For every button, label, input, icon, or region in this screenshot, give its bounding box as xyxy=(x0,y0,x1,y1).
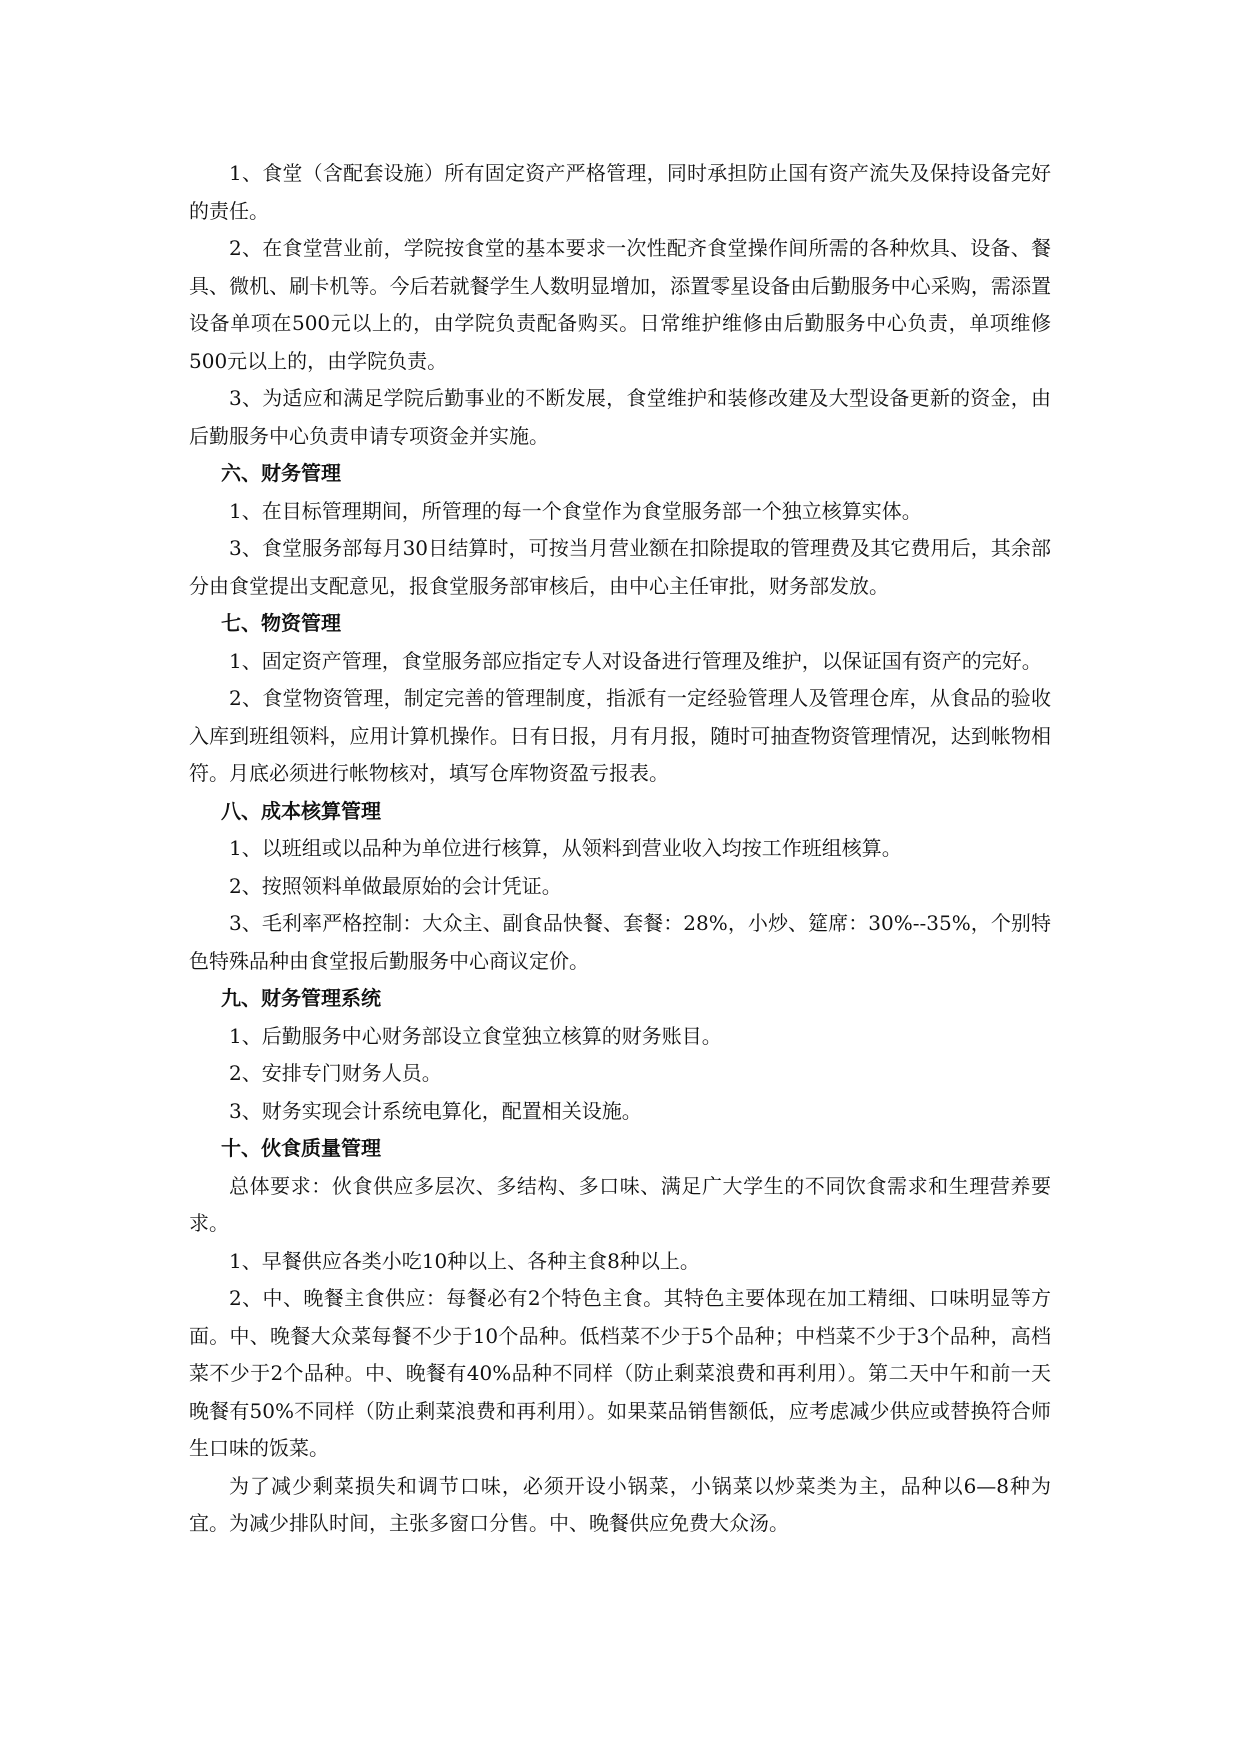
paragraph: 2、中、晚餐主食供应：每餐必有2个特色主食。其特色主要体现在加工精细、口味明显等方面。中、晚餐大众菜每餐不少于10个品种。低档菜不少于5个品种；中档菜不少于3个品种，高档菜不少于2个品种。中、晚餐有40%品种不同样（防止剩菜浪费和再利用）。第二天中午和前一天晚餐有50%不同样（防止剩菜浪费和再利用）。如果菜品销售额低，应考虑减少供应或替换符合师生口味的饭菜。 xyxy=(189,1286,1051,1460)
paragraph: 1、后勤服务中心财务部设立食堂独立核算的财务账目。 xyxy=(229,1023,722,1048)
section-heading: 八、成本核算管理 xyxy=(221,798,381,823)
paragraph: 1、固定资产管理，食堂服务部应指定专人对设备进行管理及维护，以保证国有资产的完好。 xyxy=(229,648,1042,673)
paragraph: 2、安排专门财务人员。 xyxy=(229,1061,442,1085)
paragraph: 3、毛利率严格控制：大众主、副食品快餐、套餐：28%，小炒、筵席：30%--35%，个别特色特殊品种由食堂报后勤服务中心商议定价。 xyxy=(189,911,1051,973)
paragraph: 3、食堂服务部每月30日结算时，可按当月营业额在扣除提取的管理费及其它费用后，其余部分由食堂提出支配意见，报食堂服务部审核后，由中心主任审批，财务部发放。 xyxy=(189,536,1051,598)
paragraph: 2、按照领料单做最原始的会计凭证。 xyxy=(229,873,562,898)
paragraph: 2、在食堂营业前，学院按食堂的基本要求一次性配齐食堂操作间所需的各种炊具、设备、餐具、微机、刷卡机等。今后若就餐学生人数明显增加，添置零星设备由后勤服务中心采购，需添置设备单项在500元以上的，由学院负责配备购买。日常维护维修由后勤服务中心负责，单项维修500元以上的，由学院负责。 xyxy=(189,236,1051,373)
section-heading: 六、财务管理 xyxy=(221,461,341,485)
paragraph: 1、以班组或以品种为单位进行核算，从领料到营业收入均按工作班组核算。 xyxy=(229,836,902,860)
section-heading: 七、物资管理 xyxy=(221,611,341,635)
paragraph: 3、为适应和满足学院后勤事业的不断发展，食堂维护和装修改建及大型设备更新的资金，由后勤服务中心负责申请专项资金并实施。 xyxy=(189,386,1051,448)
section-heading: 九、财务管理系统 xyxy=(221,986,381,1010)
paragraph: 1、食堂（含配套设施）所有固定资产严格管理，同时承担防止国有资产流失及保持设备完好的责任。 xyxy=(189,161,1051,223)
document-body xyxy=(189,155,1051,1543)
paragraph: 3、财务实现会计系统电算化，配置相关设施。 xyxy=(229,1098,642,1123)
paragraph: 1、早餐供应各类小吃10种以上、各种主食8种以上。 xyxy=(229,1248,700,1273)
paragraph: 1、在目标管理期间，所管理的每一个食堂作为食堂服务部一个独立核算实体。 xyxy=(229,498,922,523)
paragraph: 总体要求：伙食供应多层次、多结构、多口味、满足广大学生的不同饮食需求和生理营养要求。 xyxy=(189,1173,1051,1235)
section-heading: 十、伙食质量管理 xyxy=(221,1136,381,1160)
paragraph: 为了减少剩菜损失和调节口味，必须开设小锅菜，小锅菜以炒菜类为主，品种以6—8种为宜。为减少排队时间，主张多窗口分售。中、晚餐供应免费大众汤。 xyxy=(189,1473,1051,1535)
paragraph: 2、食堂物资管理，制定完善的管理制度，指派有一定经验管理人及管理仓库，从食品的验收入库到班组领料，应用计算机操作。日有日报，月有月报，随时可抽查物资管理情况，达到帐物相符。月底必须进行帐物核对，填写仓库物资盈亏报表。 xyxy=(189,686,1051,785)
